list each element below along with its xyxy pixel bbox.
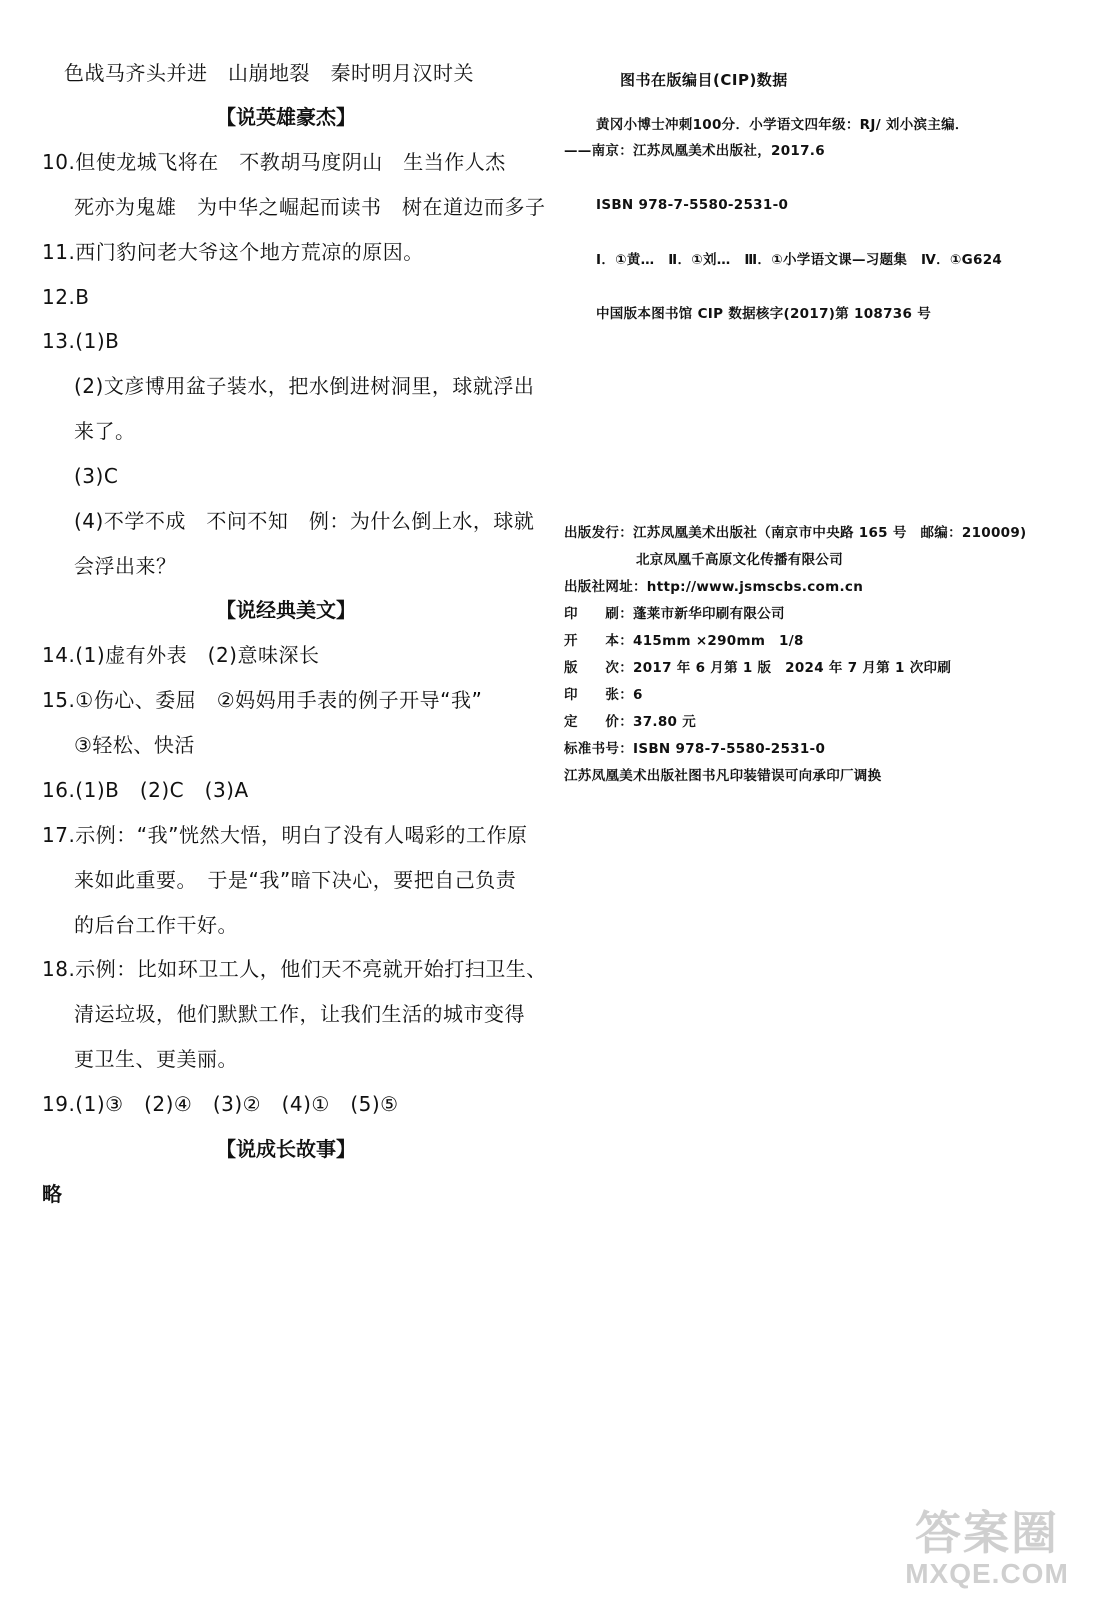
format-line: 开 本：415mm ×290mm 1/8 — [564, 633, 804, 649]
edition-line: 版 次：2017 年 6 月第 1 版 2024 年 7 月第 1 次印刷 — [564, 660, 952, 676]
answer-10-line2: 死亦为鬼雄 为中华之崛起而读书 树在道边而多子 — [74, 195, 546, 219]
sheets-line: 印 张：6 — [564, 687, 643, 703]
site-watermark — [899, 1508, 1075, 1594]
answer-11: 11.西门豹问老大爷这个地方荒凉的原因。 — [42, 240, 424, 264]
answer-10-line1: 10.但使龙城飞将在 不教胡马度阴山 生当作人杰 — [42, 150, 506, 174]
watermark-chinese: 答案圈 — [915, 1507, 1059, 1559]
answer-19: 19.(1)③ (2)④ (3)② (4)① (5)⑤ — [42, 1092, 399, 1116]
answer-18-line2: 清运垃圾，他们默默工作，让我们生活的城市变得 — [74, 1002, 525, 1026]
cip-classification: Ⅰ．①黄… Ⅱ．①刘… Ⅲ．①小学语文课—习题集 Ⅳ．①G624 — [596, 252, 1003, 268]
section-heading-growth: 【说成长故事】 — [216, 1137, 356, 1161]
price-line: 定 价：37.80 元 — [564, 714, 697, 730]
distributor-line: 北京凤凰千高原文化传播有限公司 — [636, 552, 843, 568]
watermark-domain: MXQE.COM — [905, 1558, 1069, 1589]
answer-13-part1: 13.(1)B — [42, 329, 120, 353]
answer-12: 12.B — [42, 285, 90, 309]
answer-13-part2: (2)文彦博用盆子装水，把水倒进树洞里，球就浮出 — [74, 374, 535, 398]
printer-line: 印 刷：蓬莱市新华印刷有限公司 — [564, 606, 785, 622]
cip-line-2: ——南京：江苏凤凰美术出版社，2017.6 — [564, 143, 825, 159]
answer-omitted: 略 — [42, 1182, 62, 1206]
answer-15-line1: 15.①伤心、委屈 ②妈妈用手表的例子开导“我” — [42, 688, 483, 712]
answer-18-line3: 更卫生、更美丽。 — [74, 1047, 238, 1071]
answer-13-part4-cont: 会浮出来？ — [74, 554, 177, 578]
section-heading-heroes: 【说英雄豪杰】 — [216, 105, 356, 129]
cip-line-1: 黄冈小博士冲刺100分．小学语文四年级：RJ/ 刘小滨主编． — [596, 117, 969, 133]
standard-isbn-line: 标准书号：ISBN 978-7-5580-2531-0 — [564, 741, 826, 757]
answer-17-line3: 的后台工作干好。 — [74, 913, 238, 937]
answer-line-idioms: 色战马齐头并进 山崩地裂 秦时明月汉时关 — [64, 61, 474, 85]
answer-13-part4: (4)不学不成 不问不知 例：为什么倒上水，球就 — [74, 509, 535, 533]
answer-17-line2: 来如此重要。 于是“我”暗下决心，要把自己负责 — [74, 868, 517, 892]
answer-15-line2: ③轻松、快活 — [74, 733, 195, 757]
answer-14: 14.(1)虚有外表 (2)意味深长 — [42, 643, 320, 667]
cip-title: 图书在版编目(CIP)数据 — [620, 71, 788, 89]
publisher-line: 出版发行：江苏凤凰美术出版社（南京市中央路 165 号 邮编：210009) — [564, 525, 1027, 541]
replacement-notice: 江苏凤凰美术出版社图书凡印装错误可向承印厂调换 — [564, 768, 882, 784]
section-heading-classics: 【说经典美文】 — [216, 598, 356, 622]
answer-13-part3: (3)C — [74, 464, 119, 488]
answer-13-part2-cont: 来了。 — [74, 419, 136, 443]
answer-18-line1: 18.示例：比如环卫工人，他们天不亮就开始打扫卫生、 — [42, 957, 547, 981]
cip-verification: 中国版本图书馆 CIP 数据核字(2017)第 108736 号 — [596, 306, 931, 322]
answer-16: 16.(1)B (2)C (3)A — [42, 778, 249, 802]
cip-isbn: ISBN 978-7-5580-2531-0 — [596, 197, 789, 213]
publisher-website: 出版社网址：http://www.jsmscbs.com.cn — [564, 579, 864, 595]
answer-17-line1: 17.示例：“我”恍然大悟，明白了没有人喝彩的工作原 — [42, 823, 528, 847]
